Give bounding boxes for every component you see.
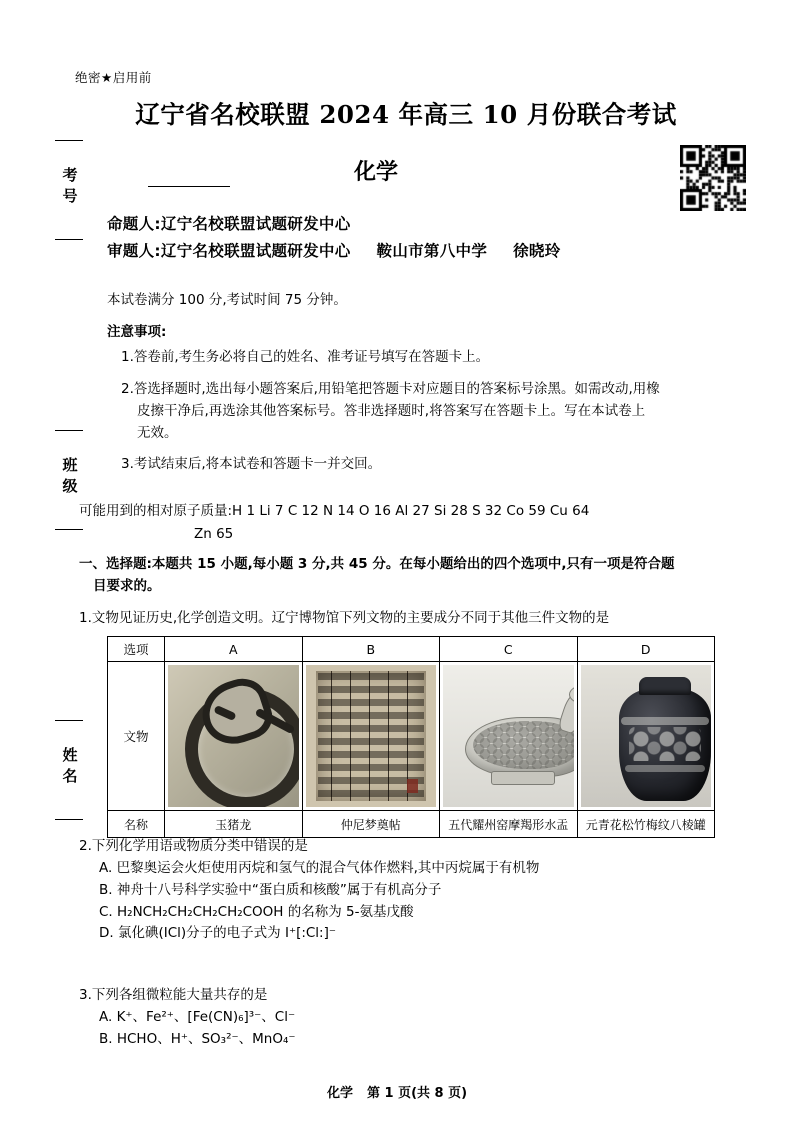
column-header-d: D [577,637,715,662]
question-2-option-d: D. 氯化碘(ICl)分子的电子式为 I⁺[:Cl:]⁻ [99,925,337,942]
reviewer-line [107,239,561,261]
reviewer-value: 辽宁名校联盟试题研发中心 [160,242,351,260]
proposer-label: 命题人: [107,215,161,233]
atomic-mass-line2: Zn 65 [194,525,234,542]
question-3-number: 3. [79,987,92,1003]
reviewer-label: 审题人: [107,242,161,260]
atomic-mass-line [79,500,739,546]
section-heading-line2: 目要求的。 [93,577,161,594]
row-label-name: 名称 [108,811,165,838]
reviewer-school: 鞍山市第八中学 [376,242,488,260]
row-label-option: 选项 [108,637,165,662]
artifact-name-c: 五代耀州窑摩羯形水盂 [440,811,578,838]
question-3 [79,985,739,1051]
title-underline [148,186,230,187]
subject-title: 化学 [353,159,398,185]
question-3-stem: 下列各组微粒能大量共存的是 [91,987,268,1003]
atomic-mass-line1: 可能用到的相对原子质量:H 1 Li 7 C 12 N 14 O 16 Al 27 Si 28 S 32 Co 59 Cu 64 [79,503,590,519]
secret-label: 绝密★启用前 [75,70,152,85]
proposer-value: 辽宁名校联盟试题研发中心 [160,215,351,233]
sidebar-item-label: 考号 [60,167,79,209]
sidebar-item-label: 班级 [60,457,79,499]
sidebar-item-label: 姓名 [60,747,79,789]
artifact-image-c [440,662,578,811]
section-heading [79,554,735,598]
artifact-image-d [577,662,715,811]
column-header-c: C [440,637,578,662]
artifact-image-b [302,662,440,811]
page-footer [0,1082,794,1101]
section-heading-line1: 一、选择题:本题共 15 小题,每小题 3 分,共 45 分。在每小题给出的四个选项中,只有一项是符合题 [79,556,675,572]
table-row [108,811,715,838]
row-label-artifact: 文物 [108,662,165,811]
notice-item-2-line1: 2.答选择题时,选出每小题答案后,用铅笔把答题卡对应题目的答案标号涂黑。如需改动,用橡 [121,381,660,397]
table-row [108,662,715,811]
page-title: 辽宁省名校联盟 2024 年高三 10 月份联合考试 [135,100,677,129]
proposer-line [107,212,351,234]
reviewer-name: 徐晓玲 [513,242,561,260]
question-2-option-c: C. H₂NCH₂CH₂CH₂CH₂COOH 的名称为 5-氨基戊酸 [99,903,414,920]
divider-line [55,819,83,820]
artifact-name-b: 仲尼梦奠帖 [302,811,440,838]
qr-code [680,145,746,211]
footer-subject: 化学 [326,1086,353,1101]
footer-page-number: 第 1 页(共 8 页) [366,1086,468,1101]
question-2-stem: 下列化学用语或物质分类中错误的是 [91,838,308,854]
question-3-option-a: A. K⁺、Fe²⁺、[Fe(CN)₆]³⁻、Cl⁻ [99,1008,296,1025]
exam-info-line: 本试卷满分 100 分,考试时间 75 分钟。 [107,292,347,308]
question-1-stem: 文物见证历史,化学创造文明。辽宁博物馆下列文物的主要成分不同于其他三件文物的是 [91,610,610,626]
question-3-option-b: B. HCHO、H⁺、SO₃²⁻、MnO₄⁻ [99,1030,296,1047]
question-2 [79,836,739,945]
notice-title: 注意事项: [107,324,167,340]
notice-item-2-line2: 皮擦干净后,再选涂其他答案标号。答非选择题时,将答案写在答题卡上。写在本试卷上 [137,402,646,419]
sidebar-item-name [52,720,86,820]
artifact-table [107,636,715,838]
question-1-number: 1. [79,610,92,626]
column-header-a: A [165,637,303,662]
notice-item-1: 1.答卷前,考生务必将自己的姓名、准考证号填写在答题卡上。 [121,349,490,365]
artifact-name-a: 玉猪龙 [165,811,303,838]
question-2-number: 2. [79,838,92,854]
table-row [108,637,715,662]
notice-item-2-line3: 无效。 [137,424,178,441]
artifact-name-d: 元青花松竹梅纹八棱罐 [577,811,715,838]
notice-item-2 [121,379,721,445]
notice-item-3: 3.考试结束后,将本试卷和答题卡一并交回。 [121,456,382,472]
column-header-b: B [302,637,440,662]
question-2-option-a: A. 巴黎奥运会火炬使用丙烷和氢气的混合气体作燃料,其中丙烷属于有机物 [99,859,540,876]
question-2-option-b: B. 神舟十八号科学实验中“蛋白质和核酸”属于有机高分子 [99,881,442,898]
sidebar-item-exam-number [52,140,86,240]
divider-line [55,239,83,240]
question-1 [79,608,739,630]
artifact-image-a [165,662,303,811]
